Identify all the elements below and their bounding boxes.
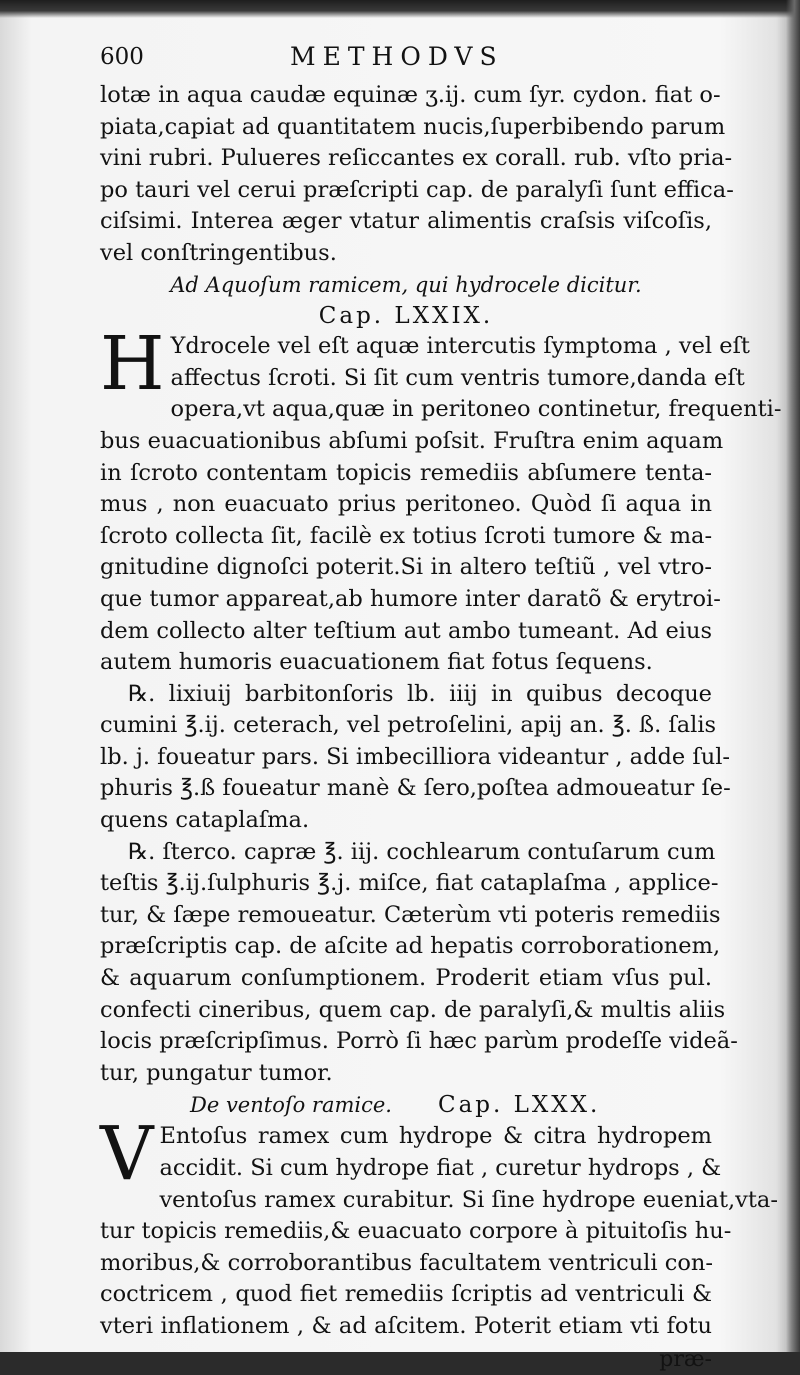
text-line: autem humoris euacuationem fiat fotus ſequens. (100, 649, 653, 676)
text-line: ℞. ſterco. capræ ℥. iij. cochlearum contuſarum cum (128, 838, 716, 865)
text-line: locis præſcripſimus. Porrò ſi hæc parùm prodeſſe videã- (100, 1028, 738, 1055)
paragraph-hydrocele (100, 321, 782, 679)
book-page (100, 38, 782, 1375)
text-line: lb. j. foueatur pars. Si imbecilliora videantur , adde ſul- (100, 743, 730, 770)
section-heading: De ventoſo ramice. (190, 1093, 392, 1118)
section-heading: Ad Aquoſum ramicem, qui hydrocele dicitur. (170, 272, 642, 297)
text-line: vini rubri. Pulueres reſiccantes ex corall. rub. vſto pria- (100, 145, 733, 172)
text-line: teſtis ℥.ij.ſulphuris ℥.j. miſce, fiat cataplaſma , applice- (100, 870, 719, 897)
text-line: tur topicis remediis,& euacuato corpore à pituitoſis hu- (100, 1218, 732, 1245)
running-head (100, 38, 712, 80)
recipe-paragraph (100, 679, 731, 837)
text-line: affectus ſcroti. Si ſit cum ventris tumore,danda eſt (170, 364, 745, 391)
continued-paragraph (100, 80, 734, 270)
scan-spine-shadow (786, 0, 800, 1352)
recipe-paragraph (100, 837, 738, 1090)
text-line: Entoſus ramex cum hydrope & citra hydropem (159, 1123, 712, 1150)
text-line: in ſcroto contentam topicis remediis abſumere tenta- (100, 459, 712, 486)
text-line: accidit. Si cum hydrope fiat , curetur hydrops , & (159, 1155, 722, 1181)
text-line: confecti cineribus, quem cap. de paralyſi,& multis aliis (100, 996, 726, 1023)
text-line: que tumor appareat,ab humore inter daratõ & erytroi- (100, 585, 721, 612)
section-heading-row (100, 1089, 712, 1121)
drop-capital: V (100, 1111, 154, 1198)
running-title: METHODVS (290, 42, 504, 71)
text-line: po tauri vel cerui præſcripti cap. de paralyſi ſunt effica- (100, 176, 734, 203)
drop-capital: H (100, 321, 165, 408)
catchword: præ- (659, 1346, 712, 1372)
scan-top-shadow (0, 0, 800, 18)
text-line: bus euacuationibus abſumi poſsit. Fruſtra enim aquam (100, 427, 724, 454)
chapter-number: Cap. LXXX. (438, 1092, 601, 1119)
text-line: gnitudine dignoſci poterit.Si in altero teſtiũ , vel vtro- (100, 554, 712, 581)
text-line: coctricem , quod fiet remediis ſcriptis ad ventriculi & (100, 1281, 712, 1308)
text-line: ſcroto collecta ſit, facilè ex totius ſcroti tumore & ma- (100, 522, 713, 549)
text-line: ciſsimi. Interea æger vtatur alimentis craſsis viſcoſis, (100, 208, 712, 235)
text-line: lotæ in aqua caudæ equinæ ʒ.ij. cum ſyr. cydon. fiat o- (100, 82, 721, 108)
text-line: ℞. lixiuij barbitonſoris lb. iiij in quibus decoque (128, 680, 712, 707)
text-line: quens cataplaſma. (100, 807, 310, 834)
text-line: tur, & ſæpe remoueatur. Cæterùm vti poteris remediis (100, 901, 721, 928)
text-line: vel conſtringentibus. (100, 239, 337, 266)
text-line: tur, pungatur tumor. (100, 1059, 333, 1086)
text-line: opera,vt aqua,quæ in peritoneo continetur, frequenti- (170, 396, 782, 423)
text-line: phuris ℥.ß foueatur manè & ſero,poſtea admoueatur ſe- (100, 775, 731, 802)
page-number: 600 (100, 44, 144, 70)
text-line: moribus,& corroborantibus facultatem ventriculi con- (100, 1249, 713, 1276)
text-line: dem collecto alter teſtium aut ambo tumeant. Ad eius (100, 617, 712, 644)
text-line: mus , non euacuato prius peritoneo. Quòd ſi aqua in (100, 491, 712, 518)
text-line: & aquarum conſumptionem. Proderit etiam vſus pul. (100, 965, 712, 992)
text-line: præſcriptis cap. de aſcite ad hepatis corroborationem, (100, 933, 721, 960)
chapter-number: Cap. LXXIX. (318, 303, 494, 330)
text-line: piata,capiat ad quantitatem nucis,ſuperbibendo parum (100, 113, 726, 140)
text-line: ventoſus ramex curabitur. Si ſine hydrope eueniat,vta- (159, 1186, 778, 1213)
text-line: Ydrocele vel eſt aquæ intercutis ſymptoma , vel eſt (170, 333, 750, 360)
text-line: vteri inflationem , & ad aſcitem. Poterit etiam vti fotu (100, 1312, 712, 1339)
paragraph-ventoso-ramice (100, 1111, 778, 1342)
text-line: cumini ℥.ij. ceterach, vel petroſelini, apij an. ℥. ß. ſalis (100, 712, 717, 739)
